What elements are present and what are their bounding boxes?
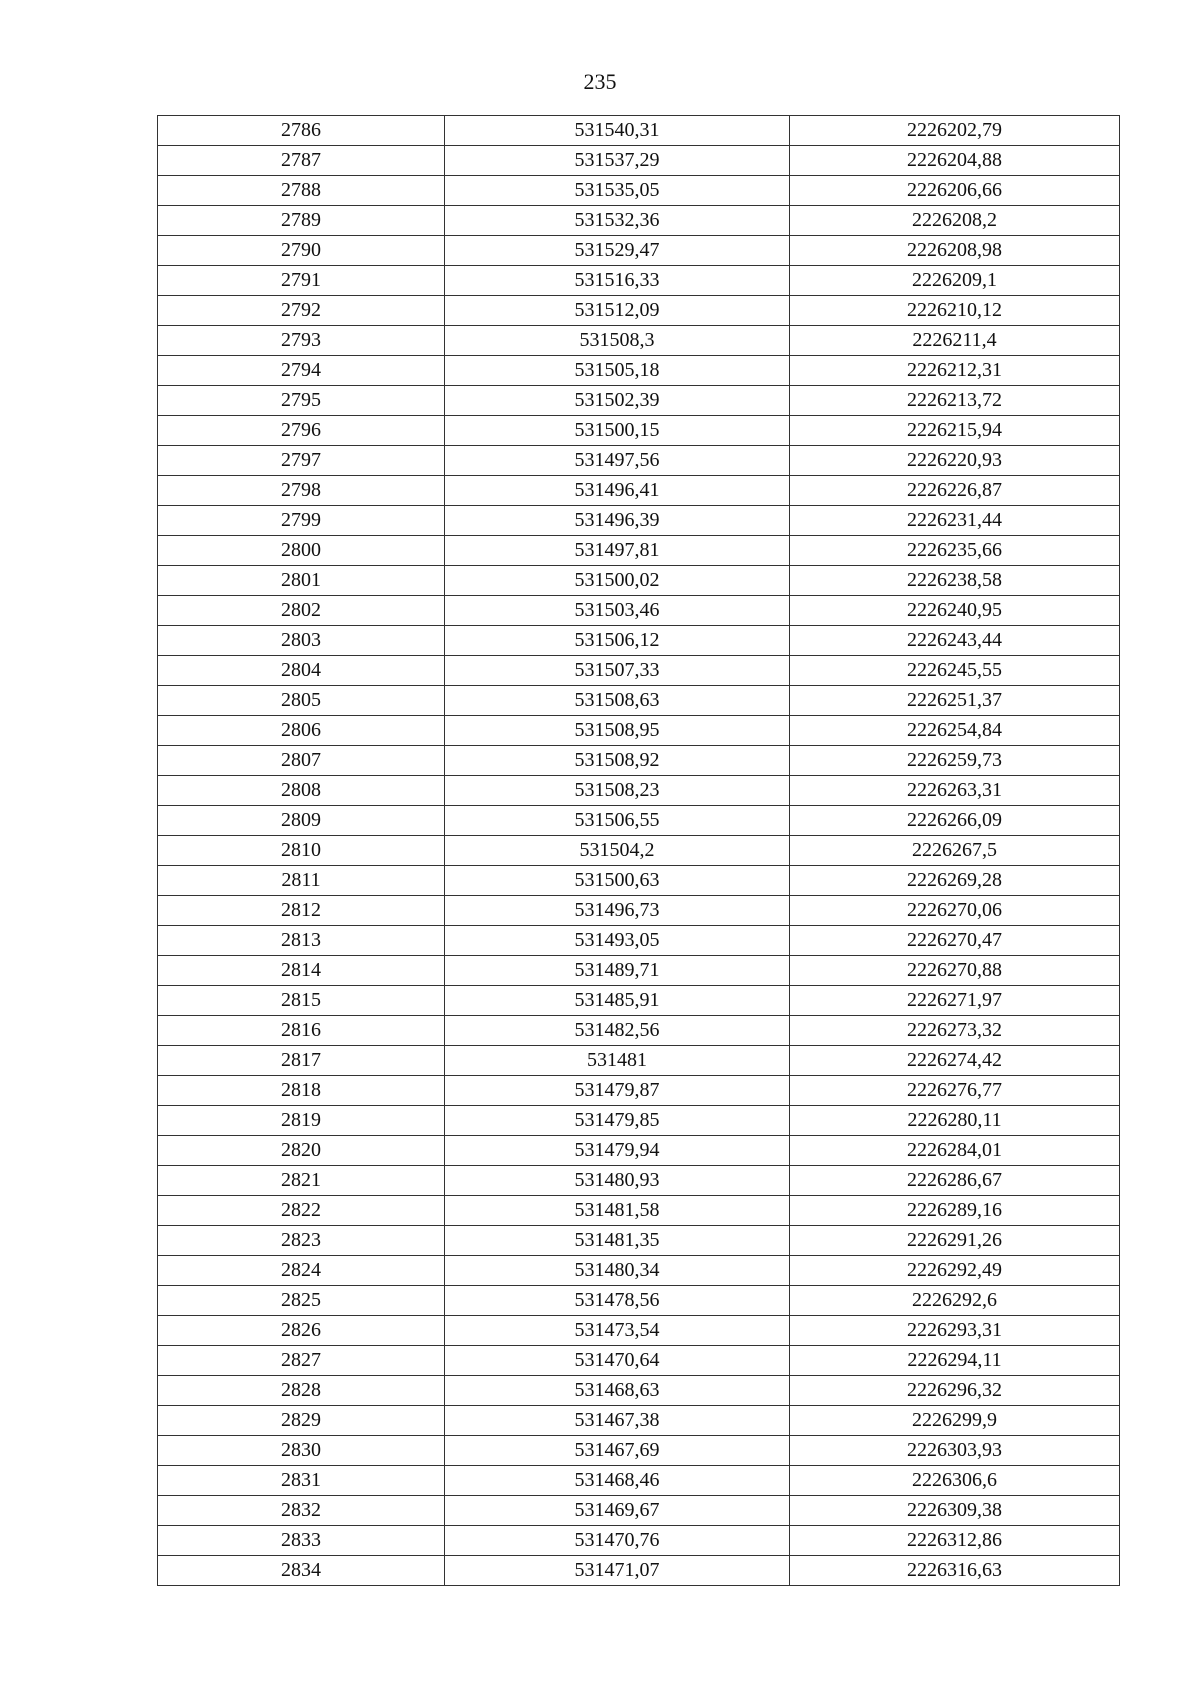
x-coordinate-cell: 531506,55 — [445, 806, 790, 836]
point-number-cell: 2813 — [158, 926, 445, 956]
table-row — [158, 986, 1120, 1016]
table-row — [158, 1436, 1120, 1466]
x-coordinate-cell: 531479,87 — [445, 1076, 790, 1106]
x-coordinate-cell: 531480,93 — [445, 1166, 790, 1196]
y-coordinate-cell: 2226289,16 — [790, 1196, 1120, 1226]
y-coordinate-cell: 2226299,9 — [790, 1406, 1120, 1436]
y-coordinate-cell: 2226209,1 — [790, 266, 1120, 296]
point-number-cell: 2817 — [158, 1046, 445, 1076]
point-number-cell: 2833 — [158, 1526, 445, 1556]
table-row — [158, 416, 1120, 446]
y-coordinate-cell: 2226270,06 — [790, 896, 1120, 926]
table-row — [158, 386, 1120, 416]
x-coordinate-cell: 531470,64 — [445, 1346, 790, 1376]
table-row — [158, 566, 1120, 596]
point-number-cell: 2800 — [158, 536, 445, 566]
table-row — [158, 1466, 1120, 1496]
y-coordinate-cell: 2226251,37 — [790, 686, 1120, 716]
x-coordinate-cell: 531480,34 — [445, 1256, 790, 1286]
y-coordinate-cell: 2226235,66 — [790, 536, 1120, 566]
table-row — [158, 1016, 1120, 1046]
table-row — [158, 1496, 1120, 1526]
y-coordinate-cell: 2226210,12 — [790, 296, 1120, 326]
x-coordinate-cell: 531471,07 — [445, 1556, 790, 1586]
x-coordinate-cell: 531500,15 — [445, 416, 790, 446]
point-number-cell: 2804 — [158, 656, 445, 686]
y-coordinate-cell: 2226291,26 — [790, 1226, 1120, 1256]
point-number-cell: 2816 — [158, 1016, 445, 1046]
x-coordinate-cell: 531469,67 — [445, 1496, 790, 1526]
y-coordinate-cell: 2226270,47 — [790, 926, 1120, 956]
y-coordinate-cell: 2226294,11 — [790, 1346, 1120, 1376]
point-number-cell: 2834 — [158, 1556, 445, 1586]
x-coordinate-cell: 531473,54 — [445, 1316, 790, 1346]
table-row — [158, 1166, 1120, 1196]
y-coordinate-cell: 2226226,87 — [790, 476, 1120, 506]
y-coordinate-cell: 2226296,32 — [790, 1376, 1120, 1406]
y-coordinate-cell: 2226266,09 — [790, 806, 1120, 836]
table-row — [158, 536, 1120, 566]
x-coordinate-cell: 531537,29 — [445, 146, 790, 176]
x-coordinate-cell: 531500,02 — [445, 566, 790, 596]
point-number-cell: 2806 — [158, 716, 445, 746]
y-coordinate-cell: 2226316,63 — [790, 1556, 1120, 1586]
x-coordinate-cell: 531500,63 — [445, 866, 790, 896]
x-coordinate-cell: 531482,56 — [445, 1016, 790, 1046]
point-number-cell: 2819 — [158, 1106, 445, 1136]
x-coordinate-cell: 531489,71 — [445, 956, 790, 986]
table-row — [158, 1316, 1120, 1346]
table-row — [158, 656, 1120, 686]
point-number-cell: 2827 — [158, 1346, 445, 1376]
y-coordinate-cell: 2226202,79 — [790, 116, 1120, 146]
point-number-cell: 2805 — [158, 686, 445, 716]
table-row — [158, 266, 1120, 296]
table-row — [158, 146, 1120, 176]
y-coordinate-cell: 2226243,44 — [790, 626, 1120, 656]
x-coordinate-cell: 531481,35 — [445, 1226, 790, 1256]
y-coordinate-cell: 2226286,67 — [790, 1166, 1120, 1196]
table-row — [158, 1286, 1120, 1316]
table-row — [158, 476, 1120, 506]
point-number-cell: 2795 — [158, 386, 445, 416]
point-number-cell: 2829 — [158, 1406, 445, 1436]
y-coordinate-cell: 2226263,31 — [790, 776, 1120, 806]
point-number-cell: 2831 — [158, 1466, 445, 1496]
y-coordinate-cell: 2226309,38 — [790, 1496, 1120, 1526]
x-coordinate-cell: 531540,31 — [445, 116, 790, 146]
x-coordinate-cell: 531481,58 — [445, 1196, 790, 1226]
x-coordinate-cell: 531496,39 — [445, 506, 790, 536]
x-coordinate-cell: 531508,23 — [445, 776, 790, 806]
x-coordinate-cell: 531493,05 — [445, 926, 790, 956]
x-coordinate-cell: 531535,05 — [445, 176, 790, 206]
table-row — [158, 506, 1120, 536]
x-coordinate-cell: 531470,76 — [445, 1526, 790, 1556]
y-coordinate-cell: 2226212,31 — [790, 356, 1120, 386]
y-coordinate-cell: 2226292,6 — [790, 1286, 1120, 1316]
x-coordinate-cell: 531508,95 — [445, 716, 790, 746]
x-coordinate-cell: 531481 — [445, 1046, 790, 1076]
point-number-cell: 2818 — [158, 1076, 445, 1106]
point-number-cell: 2825 — [158, 1286, 445, 1316]
x-coordinate-cell: 531478,56 — [445, 1286, 790, 1316]
x-coordinate-cell: 531508,92 — [445, 746, 790, 776]
y-coordinate-cell: 2226259,73 — [790, 746, 1120, 776]
x-coordinate-cell: 531516,33 — [445, 266, 790, 296]
table-row — [158, 716, 1120, 746]
point-number-cell: 2801 — [158, 566, 445, 596]
table-row — [158, 1226, 1120, 1256]
x-coordinate-cell: 531512,09 — [445, 296, 790, 326]
point-number-cell: 2810 — [158, 836, 445, 866]
point-number-cell: 2789 — [158, 206, 445, 236]
table-row — [158, 1256, 1120, 1286]
page-number: 235 — [583, 69, 617, 94]
point-number-cell: 2790 — [158, 236, 445, 266]
point-number-cell: 2820 — [158, 1136, 445, 1166]
point-number-cell: 2788 — [158, 176, 445, 206]
y-coordinate-cell: 2226306,6 — [790, 1466, 1120, 1496]
point-number-cell: 2823 — [158, 1226, 445, 1256]
y-coordinate-cell: 2226245,55 — [790, 656, 1120, 686]
y-coordinate-cell: 2226238,58 — [790, 566, 1120, 596]
y-coordinate-cell: 2226280,11 — [790, 1106, 1120, 1136]
table-row — [158, 116, 1120, 146]
x-coordinate-cell: 531496,73 — [445, 896, 790, 926]
table-row — [158, 686, 1120, 716]
point-number-cell: 2811 — [158, 866, 445, 896]
table-row — [158, 1136, 1120, 1166]
point-number-cell: 2830 — [158, 1436, 445, 1466]
point-number-cell: 2791 — [158, 266, 445, 296]
y-coordinate-cell: 2226274,42 — [790, 1046, 1120, 1076]
table-row — [158, 1346, 1120, 1376]
coordinates-table-body — [158, 116, 1120, 1586]
point-number-cell: 2832 — [158, 1496, 445, 1526]
table-row — [158, 1376, 1120, 1406]
table-row — [158, 206, 1120, 236]
point-number-cell: 2822 — [158, 1196, 445, 1226]
point-number-cell: 2828 — [158, 1376, 445, 1406]
x-coordinate-cell: 531496,41 — [445, 476, 790, 506]
point-number-cell: 2794 — [158, 356, 445, 386]
table-row — [158, 596, 1120, 626]
table-row — [158, 446, 1120, 476]
x-coordinate-cell: 531497,56 — [445, 446, 790, 476]
table-row — [158, 1196, 1120, 1226]
x-coordinate-cell: 531467,69 — [445, 1436, 790, 1466]
point-number-cell: 2798 — [158, 476, 445, 506]
y-coordinate-cell: 2226292,49 — [790, 1256, 1120, 1286]
x-coordinate-cell: 531468,46 — [445, 1466, 790, 1496]
table-row — [158, 236, 1120, 266]
x-coordinate-cell: 531467,38 — [445, 1406, 790, 1436]
point-number-cell: 2786 — [158, 116, 445, 146]
point-number-cell: 2787 — [158, 146, 445, 176]
y-coordinate-cell: 2226269,28 — [790, 866, 1120, 896]
table-row — [158, 956, 1120, 986]
table-row — [158, 926, 1120, 956]
y-coordinate-cell: 2226254,84 — [790, 716, 1120, 746]
table-row — [158, 776, 1120, 806]
x-coordinate-cell: 531479,85 — [445, 1106, 790, 1136]
x-coordinate-cell: 531532,36 — [445, 206, 790, 236]
y-coordinate-cell: 2226208,98 — [790, 236, 1120, 266]
point-number-cell: 2803 — [158, 626, 445, 656]
point-number-cell: 2793 — [158, 326, 445, 356]
y-coordinate-cell: 2226267,5 — [790, 836, 1120, 866]
y-coordinate-cell: 2226293,31 — [790, 1316, 1120, 1346]
table-row — [158, 1556, 1120, 1586]
x-coordinate-cell: 531485,91 — [445, 986, 790, 1016]
y-coordinate-cell: 2226213,72 — [790, 386, 1120, 416]
table-row — [158, 1526, 1120, 1556]
table-row — [158, 326, 1120, 356]
point-number-cell: 2796 — [158, 416, 445, 446]
point-number-cell: 2815 — [158, 986, 445, 1016]
x-coordinate-cell: 531505,18 — [445, 356, 790, 386]
y-coordinate-cell: 2226206,66 — [790, 176, 1120, 206]
y-coordinate-cell: 2226215,94 — [790, 416, 1120, 446]
y-coordinate-cell: 2226276,77 — [790, 1076, 1120, 1106]
x-coordinate-cell: 531479,94 — [445, 1136, 790, 1166]
y-coordinate-cell: 2226211,4 — [790, 326, 1120, 356]
x-coordinate-cell: 531504,2 — [445, 836, 790, 866]
table-row — [158, 1106, 1120, 1136]
table-row — [158, 626, 1120, 656]
table-row — [158, 866, 1120, 896]
point-number-cell: 2821 — [158, 1166, 445, 1196]
table-row — [158, 836, 1120, 866]
point-number-cell: 2809 — [158, 806, 445, 836]
y-coordinate-cell: 2226240,95 — [790, 596, 1120, 626]
x-coordinate-cell: 531507,33 — [445, 656, 790, 686]
x-coordinate-cell: 531506,12 — [445, 626, 790, 656]
point-number-cell: 2799 — [158, 506, 445, 536]
point-number-cell: 2797 — [158, 446, 445, 476]
y-coordinate-cell: 2226273,32 — [790, 1016, 1120, 1046]
y-coordinate-cell: 2226312,86 — [790, 1526, 1120, 1556]
y-coordinate-cell: 2226270,88 — [790, 956, 1120, 986]
x-coordinate-cell: 531503,46 — [445, 596, 790, 626]
coordinates-table — [157, 115, 1120, 1586]
point-number-cell: 2826 — [158, 1316, 445, 1346]
table-row — [158, 806, 1120, 836]
table-row — [158, 296, 1120, 326]
table-row — [158, 1406, 1120, 1436]
x-coordinate-cell: 531508,63 — [445, 686, 790, 716]
y-coordinate-cell: 2226284,01 — [790, 1136, 1120, 1166]
y-coordinate-cell: 2226220,93 — [790, 446, 1120, 476]
point-number-cell: 2802 — [158, 596, 445, 626]
x-coordinate-cell: 531508,3 — [445, 326, 790, 356]
y-coordinate-cell: 2226271,97 — [790, 986, 1120, 1016]
table-row — [158, 1076, 1120, 1106]
y-coordinate-cell: 2226208,2 — [790, 206, 1120, 236]
x-coordinate-cell: 531502,39 — [445, 386, 790, 416]
y-coordinate-cell: 2226204,88 — [790, 146, 1120, 176]
point-number-cell: 2812 — [158, 896, 445, 926]
x-coordinate-cell: 531497,81 — [445, 536, 790, 566]
table-row — [158, 176, 1120, 206]
point-number-cell: 2814 — [158, 956, 445, 986]
x-coordinate-cell: 531468,63 — [445, 1376, 790, 1406]
table-row — [158, 746, 1120, 776]
table-row — [158, 356, 1120, 386]
table-row — [158, 896, 1120, 926]
y-coordinate-cell: 2226303,93 — [790, 1436, 1120, 1466]
point-number-cell: 2824 — [158, 1256, 445, 1286]
point-number-cell: 2807 — [158, 746, 445, 776]
table-row — [158, 1046, 1120, 1076]
y-coordinate-cell: 2226231,44 — [790, 506, 1120, 536]
point-number-cell: 2808 — [158, 776, 445, 806]
x-coordinate-cell: 531529,47 — [445, 236, 790, 266]
point-number-cell: 2792 — [158, 296, 445, 326]
